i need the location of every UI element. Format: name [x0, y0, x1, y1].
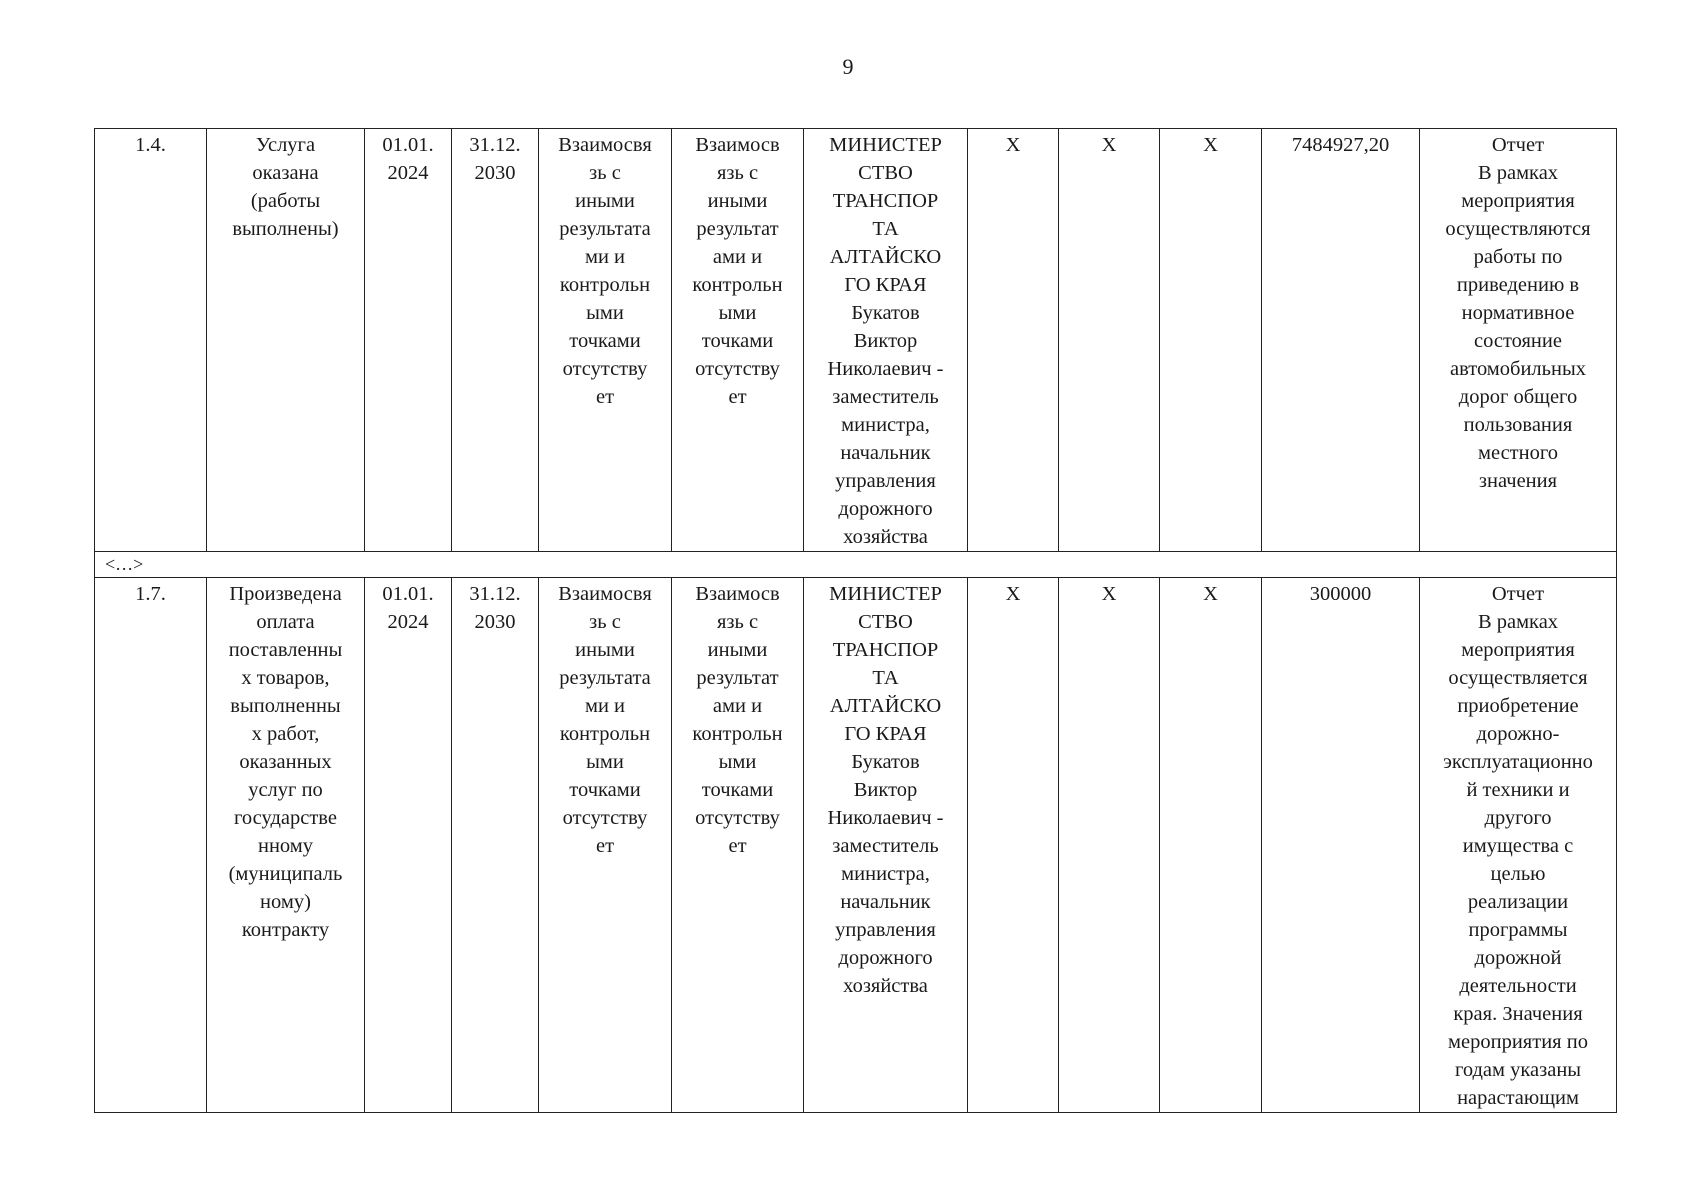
cell-x-3: X [1160, 578, 1262, 1113]
cell-x-3: X [1160, 129, 1262, 552]
cell-x-1: X [968, 578, 1059, 1113]
cell-result: Услуга оказана (работы выполнены) [207, 129, 365, 552]
cell-start-date: 01.01. 2024 [365, 129, 452, 552]
cell-x-2: X [1059, 129, 1160, 552]
cell-link-previous: Взаимосвя зь с иными результата ми и контрольн ыми точками отсутству ет [539, 578, 672, 1113]
cell-responsible: МИНИСТЕР СТВО ТРАНСПОР ТА АЛТАЙСКО ГО КРАЯ Букатов Виктор Николаевич - заместитель министра, начальник управления дорожного хозяйства [804, 129, 968, 552]
cell-document: Отчет В рамках мероприятия осуществляются работы по приведению в нормативное состояние автомобильных дорог общего пользования местного значения [1420, 129, 1617, 552]
cell-link-next: Взаимосв язь с иными результат ами и контрольн ыми точками отсутству ет [672, 578, 804, 1113]
cell-amount: 300000 [1262, 578, 1420, 1113]
ellipsis-marker: <…> [95, 552, 1617, 578]
table-row [95, 578, 1617, 1113]
cell-amount: 7484927,20 [1262, 129, 1420, 552]
cell-start-date: 01.01. 2024 [365, 578, 452, 1113]
table-row-ellipsis [95, 552, 1617, 578]
cell-end-date: 31.12. 2030 [452, 129, 539, 552]
cell-x-2: X [1059, 578, 1160, 1113]
cell-link-next: Взаимосв язь с иными результат ами и контрольн ыми точками отсутству ет [672, 129, 804, 552]
cell-end-date: 31.12. 2030 [452, 578, 539, 1113]
cell-link-previous: Взаимосвя зь с иными результата ми и контрольн ыми точками отсутству ет [539, 129, 672, 552]
cell-number: 1.4. [95, 129, 207, 552]
cell-result: Произведена оплата поставленны х товаров, выполненны х работ, оказанных услуг по государстве нному (муниципаль ному) контракту [207, 578, 365, 1113]
cell-number: 1.7. [95, 578, 207, 1113]
cell-document: Отчет В рамках мероприятия осуществляется приобретение дорожно- эксплуатационно й техники и другого имущества с целью реализации программы дорожной деятельности края. Значения мероприятия по годам указаны нарастающим [1420, 578, 1617, 1113]
page-number: 9 [842, 54, 854, 79]
activities-table [94, 128, 1617, 1113]
table-row [95, 129, 1617, 552]
cell-responsible: МИНИСТЕР СТВО ТРАНСПОР ТА АЛТАЙСКО ГО КРАЯ Букатов Виктор Николаевич - заместитель министра, начальник управления дорожного хозяйства [804, 578, 968, 1113]
cell-x-1: X [968, 129, 1059, 552]
